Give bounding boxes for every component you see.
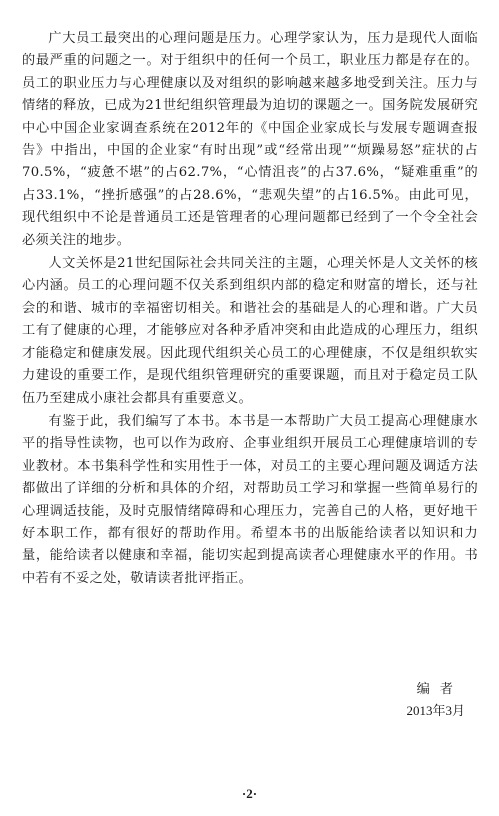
signature-editor: 编者 xyxy=(416,682,463,697)
paragraph-humanistic-care: 人文关怀是21世纪国际社会共同关注的主题，心理关怀是人文关怀的核心内涵。员工的心理问题不仅关系到组织内部的稳定和财富的增长，还与社会的和谐、城市的幸福密切相关。和谐社会的基础是人的心理和谐。广大员工有了健康的心理，才能够应对各种矛盾冲突和由此造成的心理压力，组织才能稳定和健康发展。因此现代组织关心员工的心理健康，不仅是组织软实力建设的重要工作，是现代组织管理研究的重要课题，而且对于稳定员工队伍乃至建成小康社会都具有重要意义。 xyxy=(22,256,478,406)
signature-date: 2013年3月 xyxy=(406,703,465,718)
paragraph-stress: 广大员工最突出的心理问题是压力。心理学家认为，压力是现代人面临的最严重的问题之一。对于组织中的任何一个员工，职业压力都是存在的。员工的职业压力与心理健康以及对组织的影响越来越多地受到关注。压力与情绪的释放，已成为21世纪组织管理最为迫切的课题之一。国务院发展研究中心中国企业家调查系统在2012年的《中国企业家成长与发展专题调查报告》中指出，中国的企业家“有时出现”或“经常出现”“烦躁易怒”症状的占70.5%，“疲惫不堪”的占62.7%，“心情沮丧”的占37.6%，“疑难重重”的占33.1%，“挫折感强”的占28.6%，“悲观失望”的占16.5%。由此可见，现代组织中不论是普通员工还是管理者的心理问题都已经到了一个令全社会必须关注的地步。 xyxy=(22,31,478,248)
signature-block xyxy=(406,679,465,721)
page-number: ·2· xyxy=(241,786,258,801)
preface-body xyxy=(22,28,478,590)
paragraph-book-purpose: 有鉴于此，我们编写了本书。本书是一本帮助广大员工提高心理健康水平的指导性读物，也可以作为政府、企事业组织开展员工心理健康培训的专业教材。本书集科学性和实用性于一体，对员工的主要心理问题及调适方法都做出了详细的分析和具体的介绍，对帮助员工学习和掌握一些简单易行的心理调适技能，及时克服情绪障碍和心理压力，完善自己的人格，更好地干好本职工作，都有很好的帮助作用。希望本书的出版能给读者以知识和力量，能给读者以健康和幸福，能切实起到提高读者心理健康水平的作用。书中若有不妥之处，敬请读者批评指正。 xyxy=(22,413,478,586)
